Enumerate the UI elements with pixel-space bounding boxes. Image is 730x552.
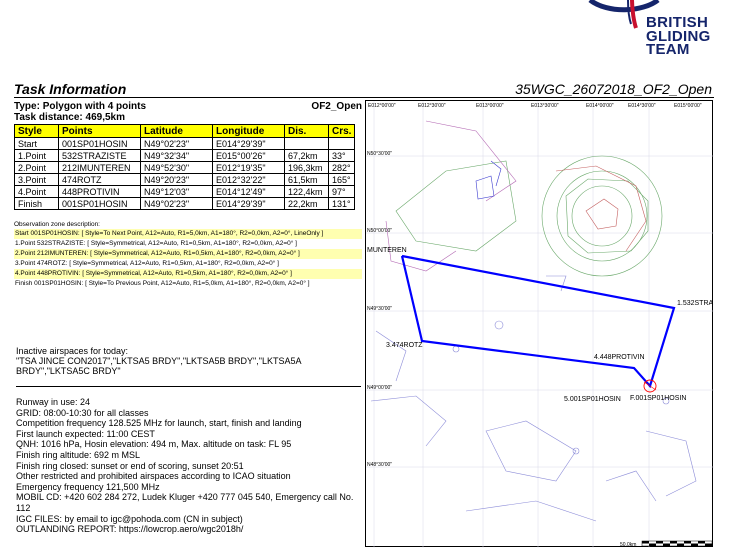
cell: 22,2km	[285, 198, 329, 210]
note-line: OUTLANDING REPORT: https://lowcrop.aero/wgc2018h/	[16, 524, 244, 535]
logo-line-2: GLIDING	[646, 27, 711, 45]
col-style: Style	[15, 125, 59, 138]
task-map	[365, 100, 713, 547]
lat-label: N49°30'00"	[367, 306, 393, 312]
page-title: Task Information	[14, 81, 127, 97]
cell: N49°52'30"	[141, 162, 213, 174]
waypoint-table	[14, 124, 355, 210]
title-divider	[14, 97, 714, 98]
cell: N49°02'23"	[141, 198, 213, 210]
note-line: Other restricted and prohibited airspaces according to ICAO situation	[16, 471, 291, 482]
table-row	[15, 174, 355, 186]
cell: Finish	[15, 198, 59, 210]
cell: 196,3km	[285, 162, 329, 174]
lon-label: E014°00'00"	[586, 103, 614, 109]
cell: 001SP01HOSIN	[59, 198, 141, 210]
table-row	[15, 198, 355, 210]
briefing-notes	[16, 397, 361, 535]
col-latitude: Latitude	[141, 125, 213, 138]
observation-line: 1.Point 532STRAZISTE: [ Style=Symmetrical, A12=Auto, R1=0,5km, A1=180°, R2=0,0km, A2=0° ]	[15, 240, 297, 247]
inactive-airspaces	[16, 346, 361, 376]
cell: N49°12'03"	[141, 186, 213, 198]
task-class-code: OF2_Open	[311, 101, 362, 112]
cell: 001SP01HOSIN	[59, 138, 141, 150]
cell: E014°12'49"	[213, 186, 285, 198]
cell	[285, 138, 329, 150]
table-row	[15, 150, 355, 162]
cell: 165°	[329, 174, 355, 186]
cell: N49°02'23"	[141, 138, 213, 150]
observation-zone-section	[14, 220, 362, 289]
cell: 122,4km	[285, 186, 329, 198]
section-divider	[16, 386, 361, 387]
cell: 3.Point	[15, 174, 59, 186]
lon-label: E012°30'00"	[418, 103, 446, 109]
note-line: First launch expected: 11:00 CEST	[16, 428, 155, 439]
airspace-outlines	[371, 121, 696, 521]
lon-label: E014°30'00"	[628, 103, 656, 109]
tp-label-finish: F.001SP01HOSIN	[630, 395, 687, 402]
scale-label: 50.0km	[620, 542, 637, 548]
tp-label-start: 5.001SP01HOSIN	[564, 396, 621, 403]
cell: Start	[15, 138, 59, 150]
lon-label: E013°30'00"	[531, 103, 559, 109]
latitude-labels	[367, 151, 392, 468]
cell: 474ROTZ	[59, 174, 141, 186]
table-row	[15, 186, 355, 198]
tp-label-imunteren: MUNTEREN	[367, 247, 407, 254]
observation-line: Start 001SP01HOSIN: [ Style=To Next Point, A12=Auto, R1=5,0km, A1=180°, R2=0,0km, A2=0°, LineOnly ]	[14, 229, 362, 239]
cell: E012°32'22"	[213, 174, 285, 186]
cell: 448PROTIVIN	[59, 186, 141, 198]
logo-line-3: TEAM	[646, 41, 690, 58]
col-distance: Dis.	[285, 125, 329, 138]
cell: E012°19'35"	[213, 162, 285, 174]
cell: 2.Point	[15, 162, 59, 174]
observation-line: 4.Point 448PROTIVIN: [ Style=Symmetrical, A12=Auto, R1=0,5km, A1=180°, R2=0,0km, A2=0° ]	[14, 269, 362, 279]
logo-line-1: BRITISH	[646, 14, 709, 31]
table-row	[15, 138, 355, 150]
cell: 282°	[329, 162, 355, 174]
inactive-list: "TSA JINCE CON2017","LKTSA5 BRDY","LKTSA5B BRDY","LKTSA5A BRDY","LKTSA5C BRDY"	[16, 356, 301, 376]
scale-bar	[620, 541, 712, 548]
cell: N49°20'23"	[141, 174, 213, 186]
lon-label: E015°00'00"	[674, 103, 702, 109]
task-distance: Task distance: 469,5km	[14, 112, 125, 123]
note-line: Emergency frequency 121,500 MHz	[16, 481, 160, 492]
note-line: Competition frequency 128.525 MHz for launch, start, finish and landing	[16, 418, 302, 429]
note-line: GRID: 08:00-10:30 for all classes	[16, 407, 149, 418]
cell: E014°29'39"	[213, 138, 285, 150]
cell: E014°29'39"	[213, 198, 285, 210]
note-line: Finish ring altitude: 692 m MSL	[16, 449, 141, 460]
lat-label: N50°30'00"	[367, 151, 393, 157]
tp-label-strazise: 1.532STRA	[677, 300, 714, 307]
inactive-heading: Inactive airspaces for today:	[16, 346, 129, 356]
note-line: Finish ring closed: sunset or end of scoring, sunset 20:51	[16, 460, 244, 471]
cell: N49°32'34"	[141, 150, 213, 162]
col-points: Points	[59, 125, 141, 138]
cell: 97°	[329, 186, 355, 198]
note-line: Runway in use: 24	[16, 397, 91, 407]
note-line: QNH: 1016 hPa, Hosin elevation: 494 m, Max. altitude on task: FL 95	[16, 439, 292, 450]
note-line: MOBIL CD: +420 602 284 272, Ludek Kluger +420 777 045 540, Emergency call No. 112	[16, 492, 354, 513]
cell: E015°00'26"	[213, 150, 285, 162]
observation-line: 2.Point 212IMUNTEREN: [ Style=Symmetrical, A12=Auto, R1=0,5km, A1=180°, R2=0,0km, A2=0° ]	[14, 249, 362, 259]
lon-label: E012°00'00"	[368, 103, 396, 109]
task-type: Type: Polygon with 4 points	[14, 101, 147, 112]
tp-label-protivin: 4.448PROTIVIN	[594, 354, 645, 361]
tp-label-rotz: 3.474ROTZ	[386, 342, 423, 349]
cell: 131°	[329, 198, 355, 210]
observation-line: Finish 001SP01HOSIN: [ Style=To Previous Point, A12=Auto, R1=5,0km, A1=180°, R2=0,0km, A2=0° ]	[15, 280, 310, 287]
lat-label: N49°00'00"	[367, 385, 393, 391]
observation-heading: Observation zone description:	[14, 221, 100, 228]
cell: 61,5km	[285, 174, 329, 186]
cell: 4.Point	[15, 186, 59, 198]
cell: 33°	[329, 150, 355, 162]
cell: 532STRAZISTE	[59, 150, 141, 162]
observation-line: 3.Point 474ROTZ: [ Style=Symmetrical, A12=Auto, R1=0,5km, A1=180°, R2=0,0km, A2=0° ]	[15, 260, 279, 267]
col-longitude: Longitude	[213, 125, 285, 138]
lat-label: N50°00'00"	[367, 228, 393, 234]
note-line: IGC FILES: by email to igc@pohoda.com (CN in subject)	[16, 513, 243, 524]
longitude-labels	[368, 103, 702, 109]
task-code: 35WGC_26072018_OF2_Open	[515, 81, 712, 97]
cell	[329, 138, 355, 150]
cell: 212IMUNTEREN	[59, 162, 141, 174]
col-course: Crs.	[329, 125, 355, 138]
cell: 67,2km	[285, 150, 329, 162]
logo-text	[646, 16, 711, 57]
table-row	[15, 162, 355, 174]
table-header-row	[15, 125, 355, 138]
lat-label: N48°30'00"	[367, 462, 393, 468]
lon-label: E013°00'00"	[476, 103, 504, 109]
task-map-drawing	[366, 101, 714, 548]
cell: 1.Point	[15, 150, 59, 162]
